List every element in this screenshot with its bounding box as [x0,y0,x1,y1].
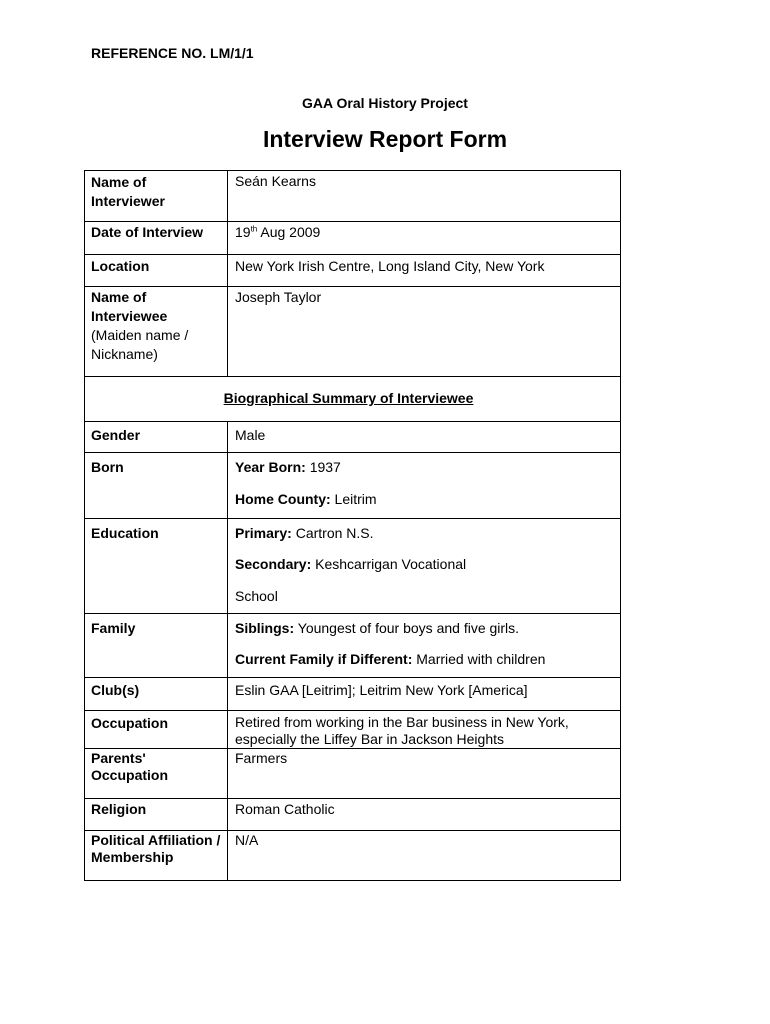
row-born [85,453,621,519]
interviewee-label-line1: Name of [91,289,147,305]
political-value-cell [228,831,621,881]
location-value: New York Irish Centre, Long Island City, New York [235,258,545,274]
born-value-cell [228,453,621,519]
siblings-label: Siblings: [235,620,295,636]
occupation-label: Occupation [91,715,169,731]
parents-label-line2: Occupation [91,767,169,783]
row-education [85,519,621,614]
education-label: Education [91,525,159,541]
date-rest: Aug 2009 [257,224,321,240]
secondary-school-label: Secondary: [235,556,312,572]
current-family-label: Current Family if Different: [235,651,413,667]
interviewer-value: Seán Kearns [235,173,316,189]
interviewee-value: Joseph Taylor [235,289,322,305]
date-suffix: th [250,224,258,234]
date-label-cell [85,222,228,255]
interviewer-value-cell [228,171,621,222]
family-label-cell [85,614,228,678]
home-county-label: Home County: [235,491,331,507]
date-value-cell [228,222,621,255]
occupation-value-cell [228,711,621,749]
interviewer-label-line2: Interviewer [91,193,165,209]
primary-school-value: Cartron N.S. [291,525,374,541]
row-parents-occupation [85,749,621,799]
year-born-label: Year Born: [235,459,306,475]
gender-label: Gender [91,427,141,443]
current-family-value: Married with children [412,651,546,667]
gender-value-cell [228,422,621,453]
religion-value: Roman Catholic [235,801,335,817]
education-value-cell [228,519,621,614]
secondary-school-value-2: School [235,588,278,604]
gender-label-cell [85,422,228,453]
primary-school-label: Primary: [235,525,292,541]
interviewee-value-cell [228,287,621,377]
reference-number: REFERENCE NO. LM/1/1 [91,45,254,61]
row-date [85,222,621,255]
interviewer-label-line1: Name of [91,174,147,190]
interviewer-label [85,171,228,222]
row-interviewer [85,171,621,222]
born-label-cell [85,453,228,519]
parents-value-cell [228,749,621,799]
interviewee-label-line4: Nickname) [91,346,158,362]
row-location [85,255,621,287]
row-occupation [85,711,621,749]
occupation-value-line2: especially the Liffey Bar in Jackson Heights [235,731,504,747]
home-county-value: Leitrim [330,491,377,507]
religion-label: Religion [91,801,147,817]
born-label: Born [91,459,124,475]
religion-value-cell [228,799,621,831]
political-label-line1: Political Affiliation / [91,832,221,848]
clubs-value-cell [228,678,621,711]
occupation-label-cell [85,711,228,749]
date-day: 19 [235,224,251,240]
gender-value: Male [235,427,266,443]
political-label-line2: Membership [91,849,174,865]
interviewee-label-line2: Interviewee [91,308,168,324]
clubs-label-cell [85,678,228,711]
row-gender [85,422,621,453]
siblings-value: Youngest of four boys and five girls. [294,620,520,636]
education-label-cell [85,519,228,614]
interviewee-label-line3: (Maiden name / [91,327,189,343]
row-bio-heading [85,377,621,422]
interview-report-table [84,170,621,881]
parents-label-line1: Parents' [91,750,146,766]
date-label: Date of Interview [91,224,204,240]
religion-label-cell [85,799,228,831]
form-title: Interview Report Form [262,126,508,152]
row-interviewee [85,287,621,377]
location-label: Location [91,258,150,274]
secondary-school-value: Keshcarrigan Vocational [311,556,467,572]
occupation-value-line1: Retired from working in the Bar business in New York, [235,714,569,730]
location-label-cell [85,255,228,287]
parents-value: Farmers [235,750,288,766]
interviewee-label-cell [85,287,228,377]
political-label-cell [85,831,228,881]
bio-heading-cell [85,377,621,422]
row-political [85,831,621,881]
year-born-value: 1937 [305,459,341,475]
clubs-label: Club(s) [91,682,140,698]
location-value-cell [228,255,621,287]
project-name: GAA Oral History Project [302,95,468,111]
family-value-cell [228,614,621,678]
row-family [85,614,621,678]
parents-label-cell [85,749,228,799]
row-religion [85,799,621,831]
political-value: N/A [235,832,259,848]
row-clubs [85,678,621,711]
family-label: Family [91,620,136,636]
bio-heading: Biographical Summary of Interviewee [223,390,474,406]
clubs-value: Eslin GAA [Leitrim]; Leitrim New York [America] [235,682,528,698]
